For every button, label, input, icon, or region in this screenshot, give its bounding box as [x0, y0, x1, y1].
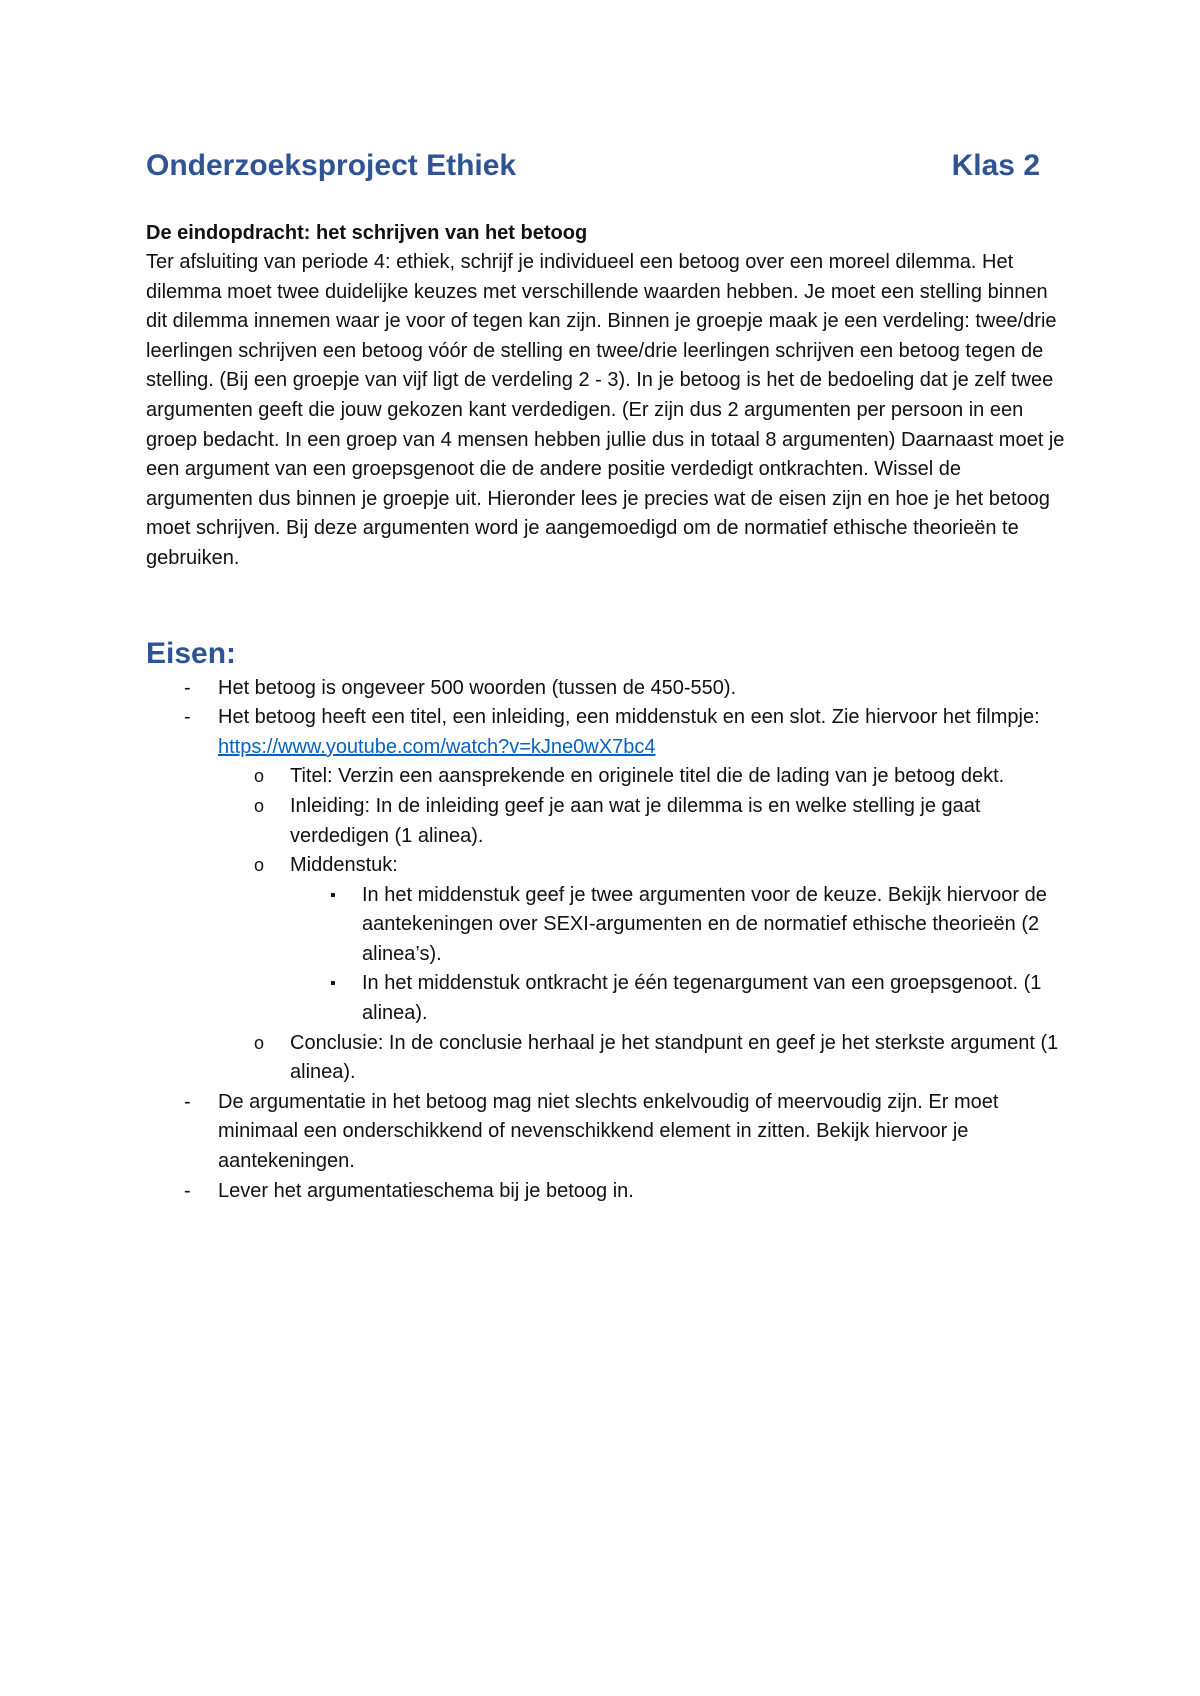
structure-text: Inleiding: In de inleiding geef je aan wat je dilemma is en welke stelling je gaat verdedigen (1 alinea).	[290, 794, 981, 847]
requirement-text: Het betoog is ongeveer 500 woorden (tussen de 450-550).	[218, 676, 737, 699]
structure-text: Conclusie: In de conclusie herhaal je het standpunt en geef je het sterkste argument (1 alinea).	[290, 1031, 1059, 1084]
middle-item-arguments	[290, 881, 1066, 970]
structure-item-conclusion	[218, 1029, 1066, 1088]
requirement-text: Lever het argumentatieschema bij je betoog in.	[218, 1179, 634, 1202]
requirement-item-structure	[146, 703, 1066, 1088]
requirements-heading: Eisen:	[146, 636, 237, 670]
requirements-list	[146, 674, 1066, 1207]
middle-sublist	[290, 881, 1066, 1029]
requirement-text: De argumentatie in het betoog mag niet slechts enkelvoudig of meervoudig zijn. Er moet minimaal een onderschikkend of nevenschikkend element in zitten. Bekijk hiervoor je aantekeningen.	[218, 1090, 999, 1173]
circle-marker: o	[254, 795, 265, 816]
structure-text: Titel: Verzin een aansprekende en originele titel die de lading van je betoog dekt.	[290, 765, 1005, 788]
dash-marker: -	[184, 1179, 191, 1202]
middle-item-counterargument	[290, 969, 1066, 1028]
middle-text: In het middenstuk ontkracht je één tegenargument van een groepsgenoot. (1 alinea).	[362, 972, 1042, 1025]
document-title: Onderzoeksproject Ethiek	[146, 149, 517, 182]
square-bullet-marker: ▪	[330, 886, 336, 904]
requirement-text: Het betoog heeft een titel, een inleiding, een middenstuk en een slot. Zie hiervoor het filmpje:	[218, 706, 1040, 729]
youtube-video-link[interactable]: https://www.youtube.com/watch?v=kJne0wX7bc4	[218, 735, 656, 758]
dash-marker: -	[184, 706, 191, 729]
structure-text: Middenstuk:	[290, 854, 398, 877]
structure-sublist	[218, 762, 1066, 1088]
document-header	[146, 146, 1040, 186]
requirement-item-length	[146, 674, 1066, 704]
circle-marker: o	[254, 1032, 265, 1053]
middle-text: In het middenstuk geef je twee argumenten voor de keuze. Bekijk hiervoor de aantekeningen over SEXI-argumenten en de normatief ethische theorieën (2 alinea’s).	[362, 883, 1047, 965]
structure-item-introduction	[218, 792, 1066, 851]
square-bullet-marker: ▪	[330, 975, 336, 993]
circle-marker: o	[254, 855, 265, 876]
requirement-item-argumentation	[146, 1088, 1066, 1177]
dash-marker: -	[184, 676, 191, 699]
dash-marker: -	[184, 1090, 191, 1113]
structure-item-title	[218, 762, 1066, 792]
circle-marker: o	[254, 766, 265, 787]
assignment-paragraph: Ter afsluiting van periode 4: ethiek, schrijf je individueel een betoog over een moreel dilemma. Het dilemma moet twee duidelijke keuzes met verschillende waarden hebben. Je moet een stelling binnen dit dilemma innemen waar je voor of tegen kan zijn. Binnen je groepje maak je een verdeling: twee/drie leerlingen schrijven een betoog vóór de stelling en twee/drie leerlingen schrijven een betoog tegen de stelling. (Bij een groepje van vijf ligt de verdeling 2 - 3). In je betoog is het de bedoeling dat je zelf twee argumenten geeft die jouw gekozen kant verdedigen. (Er zijn dus 2 argumenten per persoon in een groep bedacht. In een groep van 4 mensen hebben jullie dus in totaal 8 argumenten) Daarnaast moet je een argument van een groepsgenoot die de andere positie verdedigt ontkrachten. Wissel de argumenten dus binnen je groepje uit. Hieronder lees je precies wat de eisen zijn en hoe je het betoog moet schrijven. Bij deze argumenten word je aangemoedigd om de normatief ethische theorieën te gebruiken.	[146, 251, 1065, 569]
class-label: Klas 2	[951, 149, 1040, 182]
assignment-heading: De eindopdracht: het schrijven van het betoog	[146, 222, 588, 244]
structure-item-middle	[218, 851, 1066, 1029]
document-body	[146, 218, 1066, 1206]
requirement-item-schema	[146, 1177, 1066, 1207]
